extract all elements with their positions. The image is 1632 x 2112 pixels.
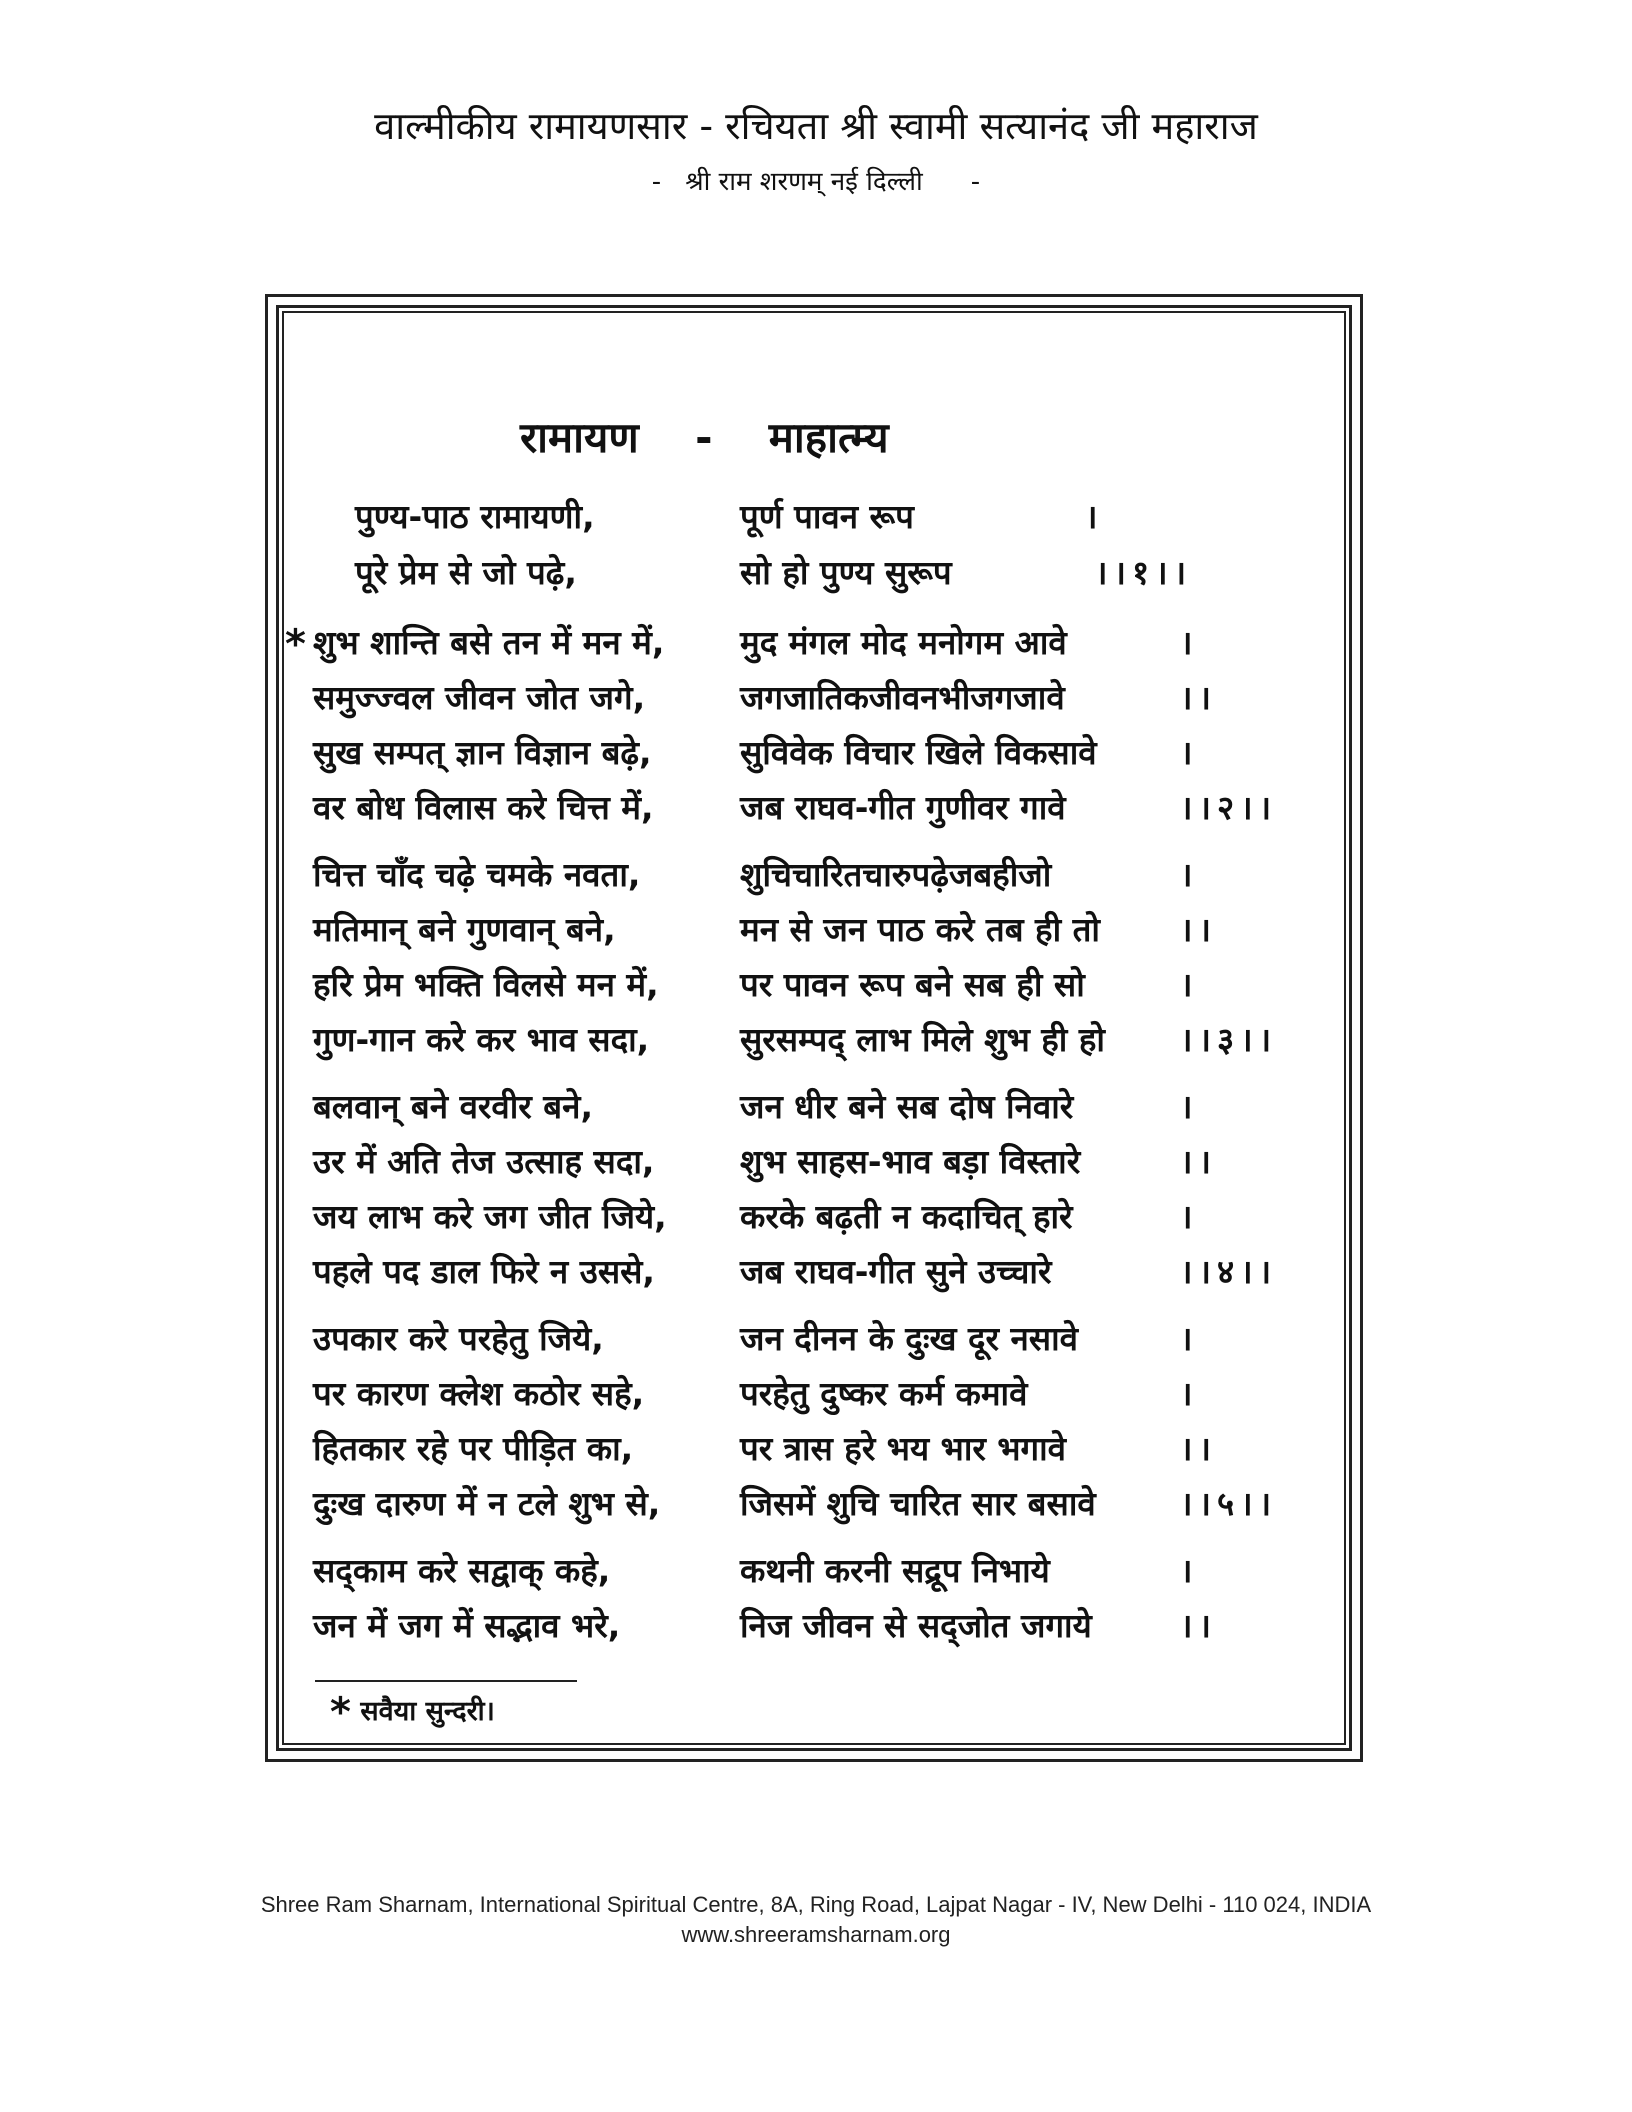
verse-right: करके बढ़ती न कदाचित् हारे: [740, 1197, 1073, 1236]
verse-right: सुविवेक विचार खिले विकसावे: [740, 733, 1097, 772]
header-subtitle-prefix: -: [651, 167, 662, 197]
verse-right: शुचिचारितचारुपढ़ेजबहीजो: [740, 855, 1052, 894]
verse-line: [313, 673, 1313, 723]
verse-left: हितकार रहे पर पीड़ित का,: [313, 1429, 634, 1468]
verse-left: गुण-गान करे कर भाव सदा,: [313, 1020, 650, 1059]
footnote-rule: [315, 1680, 577, 1682]
verse-marker: ।: [1180, 1551, 1199, 1590]
verse-marker: ।: [1180, 1374, 1199, 1413]
verse-line: [313, 783, 1313, 833]
verse-left: हरि प्रेम भक्ति विलसे मन में,: [313, 965, 659, 1004]
verse-marker: ।।२।।: [1180, 788, 1278, 827]
verse-marker: ।: [1180, 623, 1199, 662]
verse-right: कथनी करनी सद्रूप निभाये: [740, 1551, 1050, 1590]
verse-marker: ।: [1180, 1319, 1199, 1358]
verse-right: परहेतु दुष्कर कर्म कमावे: [740, 1374, 1028, 1413]
verse-line: [313, 1369, 1313, 1419]
verse-left: दुःख दारुण में न टले शुभ से,: [313, 1484, 661, 1523]
verse-right: पर पावन रूप बने सब ही सो: [740, 965, 1085, 1004]
verse-right: सो हो पुण्य सुरूप: [740, 553, 952, 592]
verse-left: पूरे प्रेम से जो पढ़े,: [355, 553, 577, 592]
verse-marker: ।।१।।: [1095, 553, 1193, 592]
verse-right: जिसमें शुचि चारित सार बसावे: [740, 1484, 1096, 1523]
verse-left: मतिमान् बने गुणवान् बने,: [313, 910, 616, 949]
verse-line: [313, 850, 1313, 900]
verse-left: जन में जग में सद्भाव भरे,: [313, 1606, 621, 1645]
verse-right: मुद मंगल मोद मनोगम आवे: [740, 623, 1067, 662]
verse-marker: ।।: [1180, 910, 1218, 949]
verse-marker: ।: [1180, 1197, 1199, 1236]
verse-right: जन धीर बने सब दोष निवारे: [740, 1087, 1074, 1126]
verse-line: [313, 1015, 1313, 1065]
verse-left: जय लाभ करे जग जीत जिये,: [313, 1197, 667, 1236]
header-subtitle-suffix: -: [970, 167, 981, 197]
verse-line: [313, 1082, 1313, 1132]
verse-right: जन दीनन के दुःख दूर नसावे: [740, 1319, 1079, 1358]
verse-left: पुण्य-पाठ रामायणी,: [355, 497, 595, 536]
header-title: वाल्मीकीय रामायणसार - रचियता श्री स्वामी सत्यानंद जी महाराज: [374, 104, 1258, 148]
page-header: [0, 100, 1632, 200]
verse-marker: ।: [1180, 965, 1199, 1004]
verse-asterisk-icon: *: [285, 621, 306, 668]
header-subtitle-text: श्री राम शरणम् नई दिल्ली: [685, 167, 923, 197]
verse-line: [313, 1601, 1313, 1651]
verse-marker: ।।: [1180, 1142, 1218, 1181]
verse-marker: ।: [1180, 855, 1199, 894]
verse-right: पूर्ण पावन रूप: [740, 497, 914, 536]
footnote-asterisk-icon: *: [330, 1689, 351, 1736]
verse-right: जगजातिकजीवनभीजगजावे: [740, 678, 1065, 717]
verse-marker: ।: [1085, 497, 1104, 536]
poem-title: [520, 410, 889, 466]
verse-marker: ।।४।।: [1180, 1252, 1278, 1291]
footer-address: Shree Ram Sharnam, International Spiritual Centre, 8A, Ring Road, Lajpat Nagar - IV, New Delhi - 110 024, INDIA: [260, 1892, 1372, 1917]
page-footer: [0, 1890, 1632, 1950]
footnote: [330, 1690, 495, 1735]
verse-left: शुभ शान्ति बसे तन में मन में,: [313, 623, 665, 662]
verse-line: [355, 548, 1255, 598]
verse-marker: ।: [1180, 1087, 1199, 1126]
verse-right: शुभ साहस-भाव बड़ा विस्तारे: [740, 1142, 1081, 1181]
verse-line: [313, 1137, 1313, 1187]
verse-line: [313, 1247, 1313, 1297]
poem-title-separator: -: [695, 413, 713, 462]
verse-left: पर कारण क्लेश कठोर सहे,: [313, 1374, 645, 1413]
verse-left: चित्त चाँद चढ़े चमके नवता,: [313, 855, 641, 894]
verse-left: पहले पद डाल फिरे न उससे,: [313, 1252, 655, 1291]
header-subtitle: [0, 164, 1632, 200]
verse-line: [285, 618, 1305, 668]
verse-marker: ।।: [1180, 678, 1218, 717]
verse-marker: ।: [1180, 733, 1199, 772]
verse-line: [313, 1479, 1313, 1529]
verse-line: [313, 1546, 1313, 1596]
poem-title-left: रामायण: [520, 413, 639, 462]
verse-left: उर में अति तेज उत्साह सदा,: [313, 1142, 655, 1181]
verse-left: सद्काम करे सद्वाक् कहे,: [313, 1551, 611, 1590]
verse-line: [313, 905, 1313, 955]
verse-right: सुरसम्पद् लाभ मिले शुभ ही हो: [740, 1020, 1105, 1059]
footnote-text: सवैया सुन्दरी।: [360, 1696, 495, 1727]
verse-left: उपकार करे परहेतु जिये,: [313, 1319, 604, 1358]
verse-left: वर बोध विलास करे चित्त में,: [313, 788, 654, 827]
poem-title-right: माहात्म्य: [768, 413, 889, 462]
verse-line: [313, 1424, 1313, 1474]
verse-left: बलवान् बने वरवीर बने,: [313, 1087, 593, 1126]
verse-right: निज जीवन से सद्जोत जगाये: [740, 1606, 1092, 1645]
verse-marker: ।।३।।: [1180, 1020, 1278, 1059]
verse-right: जब राघव-गीत सुने उच्चारे: [740, 1252, 1052, 1291]
verse-line: [313, 960, 1313, 1010]
verse-marker: ।।: [1180, 1429, 1218, 1468]
verse-line: [355, 492, 1255, 542]
verse-marker: ।।: [1180, 1606, 1218, 1645]
verse-left: सुख सम्पत् ज्ञान विज्ञान बढ़े,: [313, 733, 652, 772]
verse-marker: ।।५।।: [1180, 1484, 1278, 1523]
verse-right: मन से जन पाठ करे तब ही तो: [740, 910, 1100, 949]
verse-right: जब राघव-गीत गुणीवर गावे: [740, 788, 1066, 827]
verse-left: समुज्ज्वल जीवन जोत जगे,: [313, 678, 646, 717]
verse-line: [313, 1192, 1313, 1242]
footer-website[interactable]: www.shreeramsharnam.org: [681, 1922, 951, 1947]
verse-right: पर त्रास हरे भय भार भगावे: [740, 1429, 1067, 1468]
verse-line: [313, 728, 1313, 778]
verse-line: [313, 1314, 1313, 1364]
